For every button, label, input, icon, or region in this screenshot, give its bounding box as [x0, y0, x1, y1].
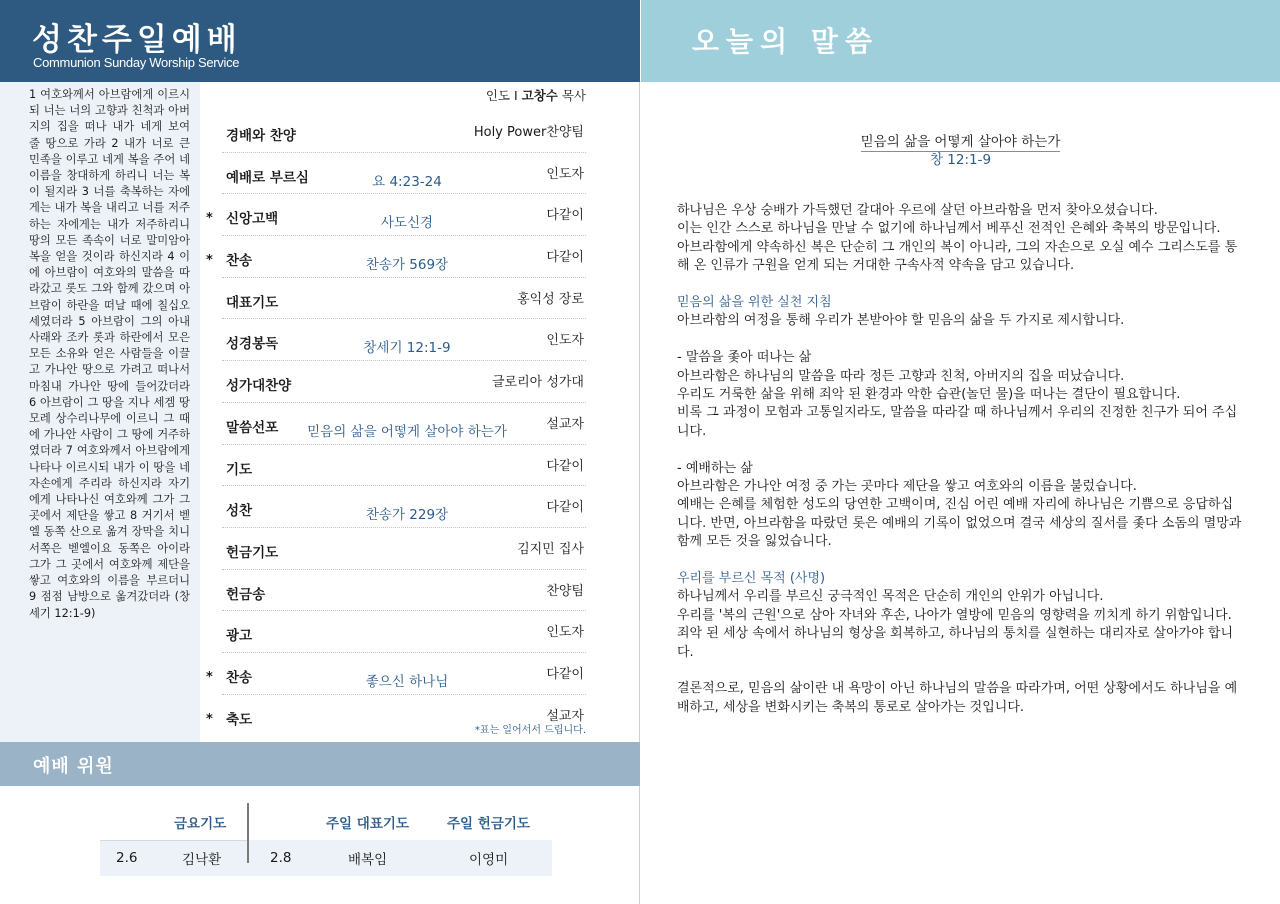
order-item-name: 신앙고백 [226, 211, 279, 228]
order-item-leader: 다같이 [546, 666, 584, 682]
order-row [222, 278, 586, 320]
intro-paragraph: 이는 인간 스스로 하나님을 만날 수 없기에 하나님께서 베푸신 전적인 은혜와 축복의 방문입니다. [677, 221, 1221, 237]
order-item-name: 기도 [226, 461, 253, 478]
point-paragraph: 아브라함은 가나안 여정 중 가는 곳마다 제단을 쌓고 여호와의 이름을 불렀습니다. [677, 479, 1137, 495]
order-item-leader: 찬양팀 [546, 583, 584, 599]
main-leader [222, 86, 586, 104]
order-item-leader: 다같이 [546, 500, 584, 516]
scripture-panel [0, 82, 200, 742]
sunday-offering-name: 이영미 [469, 852, 509, 868]
point-paragraph: 우리도 거룩한 삶을 위해 죄악 된 환경과 악한 습관(놀던 물)을 떠나는 결단이 필요합니다. [677, 387, 1181, 403]
order-row [222, 570, 586, 612]
order-item-leader: 인도자 [546, 625, 584, 641]
sunday-offering-header: 주일 헌금기도 [447, 816, 530, 832]
order-row [222, 153, 586, 195]
left-header [0, 0, 640, 82]
order-row [206, 194, 586, 236]
sunday-prayer-header: 주일 대표기도 [326, 816, 409, 832]
order-row [222, 361, 586, 403]
right-page [641, 0, 1280, 904]
order-item-leader: 인도자 [546, 166, 584, 182]
todays-word-title: 오늘의 말씀 [692, 25, 879, 58]
section-paragraph: 아브라함의 여정을 통해 우리가 본받아야 할 믿음의 삶을 두 가지로 제시합니다. [677, 313, 1125, 329]
order-item-leader: 다같이 [546, 250, 584, 266]
order-row [206, 653, 586, 695]
standing-mark: * [206, 211, 213, 227]
order-row [206, 236, 586, 278]
service-subtitle: Communion Sunday Worship Service [33, 55, 240, 70]
order-item-name: 대표기도 [226, 294, 279, 311]
order-row [222, 445, 586, 487]
main-leader-prefix: 인도 I [485, 88, 522, 103]
main-leader-name: 고창수 [521, 88, 558, 103]
order-item-leader: 설교자 [546, 708, 584, 724]
section-heading: 우리를 부르신 목적 (사명) [677, 571, 826, 587]
sermon-title [641, 130, 1280, 150]
section-heading: 믿음의 삶을 위한 실천 지침 [677, 295, 832, 311]
order-item-leader: 다같이 [546, 208, 584, 224]
order-item-name: 말씀선포 [226, 419, 279, 436]
order-item-leader: 김지민 집사 [517, 541, 584, 557]
order-item-content: 좋으신 하나님 [365, 673, 449, 690]
order-row [222, 528, 586, 570]
point-paragraph: 예배는 은혜를 체험한 성도의 당연한 고백이며, 진심 어린 예배 자리에 하나님은 기쁨으로 응답하십니다. 반면, 아브라함을 따랐던 롯은 예배의 기록이 없었으며 결국 세상의 질서를 좇다 소돔의 멸망과 함께 모든 것을 잃었습니다. [677, 497, 1242, 550]
order-row [222, 403, 586, 445]
section-paragraph: 하나님께서 우리를 부르신 궁극적인 목적은 단순히 개인의 안위가 아닙니다. [677, 589, 1104, 605]
worship-order [206, 111, 586, 736]
sermon-title-text: 믿음의 삶을 어떻게 살아야 하는가 [860, 134, 1061, 150]
order-item-leader: 홍익성 장로 [517, 291, 584, 307]
workers-band [0, 742, 640, 786]
order-item-content: 창세기 12:1-9 [363, 340, 451, 357]
order-item-name: 광고 [226, 628, 253, 645]
friday-divider [100, 840, 248, 841]
order-item-leader: Holy Power찬양팀 [473, 125, 584, 140]
intro-paragraph: 하나님은 우상 숭배가 가득했던 갈대아 우르에 살던 아브라함을 먼저 찾아오셨습니다. [677, 203, 1158, 218]
order-item-name: 성가대찬양 [226, 378, 292, 395]
order-row [222, 611, 586, 653]
order-item-name: 성경봉독 [226, 336, 279, 353]
order-item-leader: 글로리아 성가대 [491, 375, 584, 391]
point-paragraph: 아브라함은 하나님의 말씀을 따라 정든 고향과 친척, 아버지의 집을 떠났습니다. [677, 368, 1125, 384]
order-item-leader: 설교자 [546, 416, 584, 432]
sunday-prayer-name: 배복임 [348, 852, 388, 868]
right-header [641, 0, 1280, 82]
order-item-leader: 인도자 [546, 333, 584, 349]
order-item-name: 성찬 [226, 503, 253, 520]
order-item-content: 요 4:23-24 [372, 173, 442, 190]
standing-mark: * [206, 253, 213, 269]
workers-vertical-divider [247, 803, 249, 863]
order-item-name: 헌금송 [226, 586, 266, 603]
point-paragraph: 비록 그 과정이 모험과 고통일지라도, 말씀을 따라갈 때 하나님께서 우리의 진정한 친구가 되어 주십니다. [677, 405, 1238, 439]
standing-note: *표는 일어서서 드립니다. [474, 725, 586, 736]
order-row [222, 319, 586, 361]
order-item-name: 경배와 찬양 [226, 128, 296, 144]
order-row [222, 111, 586, 153]
sermon-body [677, 202, 1245, 717]
order-item-name: 헌금기도 [226, 544, 279, 561]
order-row [222, 486, 586, 528]
order-item-name: 예배로 부르심 [226, 169, 309, 186]
order-item-leader: 다같이 [546, 458, 584, 474]
intro-paragraph: 아브라함에게 약속하신 복은 단순히 그 개인의 복이 아니라, 그의 자손으로 오실 예수 그리스도를 통해 온 인류가 구원을 얻게 되는 거대한 구속사적 약속을 담고 있습니다. [677, 239, 1238, 274]
standing-mark: * [206, 711, 213, 727]
section-paragraph: 우리를 '복의 근원'으로 삼아 자녀와 후손, 나아가 열방에 믿음의 영향력을 끼치게 하기 위함입니다. 죄악 된 세상 속에서 하나님의 형상을 회복하고, 하나님의 통치를 실현하는 대리자로 살아가야 합니다. [677, 607, 1234, 660]
standing-mark: * [206, 669, 213, 685]
order-item-name: 축도 [226, 711, 253, 728]
main-leader-suffix: 목사 [557, 88, 586, 103]
service-title: 성찬주일예배 [32, 22, 242, 58]
friday-prayer-name: 김낙환 [182, 852, 222, 868]
order-item-name: 찬송 [226, 253, 253, 270]
point-heading: - 말씀을 좇아 떠나는 삶 [677, 350, 812, 366]
sunday-date: 2.8 [270, 850, 292, 866]
workers-title: 예배 위원 [33, 756, 114, 777]
conclusion-paragraph: 결론적으로, 믿음의 삶이란 내 욕망이 아닌 하나님의 말씀을 따라가며, 어떤 상황에서도 하나님을 예배하고, 세상을 변화시키는 축복의 통로로 살아가는 것입니다. [677, 681, 1238, 715]
order-item-name: 찬송 [226, 669, 253, 686]
order-item-content: 찬송가 229장 [365, 507, 449, 524]
scripture-text: 1 여호와께서 아브람에게 이르시되 너는 너의 고향과 친척과 아버지의 집을 떠나 내가 네게 보여 줄 땅으로 가라 2 내가 너로 큰 민족을 이루고 네게 복을 주어 네 이름을 창대하게 하리니 너는 복이 될지라 3 너를 축복하는 자에게는 내가 복을 내리고 너를 저주하는 자에게는 내가 저주하리니 땅의 모든 족속이 너로 말미암아 복을 얻을 것이라 하신지라 4 이에 아브람이 여호와의 말씀을 따라갔고 롯도 그와 함께 갔으며 아브람이 하란을 떠날 때에 칠십오 세였더라 5 아브람이 그의 아내 사래와 조카 롯과 하란에서 모은 모든 소유와 얻은 사람들을 이끌고 가나안 땅으로 가려고 떠나서 마침내 가나안 땅에 들어갔더라 6 아브람이 그 땅을 지나 세겜 땅 모레 상수리나무에 이르니 그 때에 가나안 사람이 그 땅에 거주하였더라 7 여호와께서 아브람에게 나타나 이르시되 내가 이 땅을 네 자손에게 주리라 하신지라 자기에게 나타나신 여호와께 그가 그 곳에서 제단을 쌓고 8 거기서 벧엘 동쪽 산으로 옮겨 장막을 치니 서쪽은 벧엘이요 동쪽은 아이라 그가 그 곳에서 여호와께 제단을 쌓고 여호와의 이름을 부르더니 9 점점 남방으로 옮겨갔더라 (창세기 12:1-9) [29, 88, 190, 620]
order-item-content: 사도신경 [380, 215, 434, 232]
sermon-reference: 창 12:1-9 [929, 152, 992, 168]
point-heading: - 예배하는 삶 [677, 460, 753, 476]
order-item-content: 믿음의 삶을 어떻게 살아야 하는가 [307, 423, 507, 440]
order-item-content: 찬송가 569장 [365, 257, 449, 274]
friday-prayer-header: 금요기도 [174, 816, 227, 832]
friday-date: 2.6 [116, 850, 138, 866]
